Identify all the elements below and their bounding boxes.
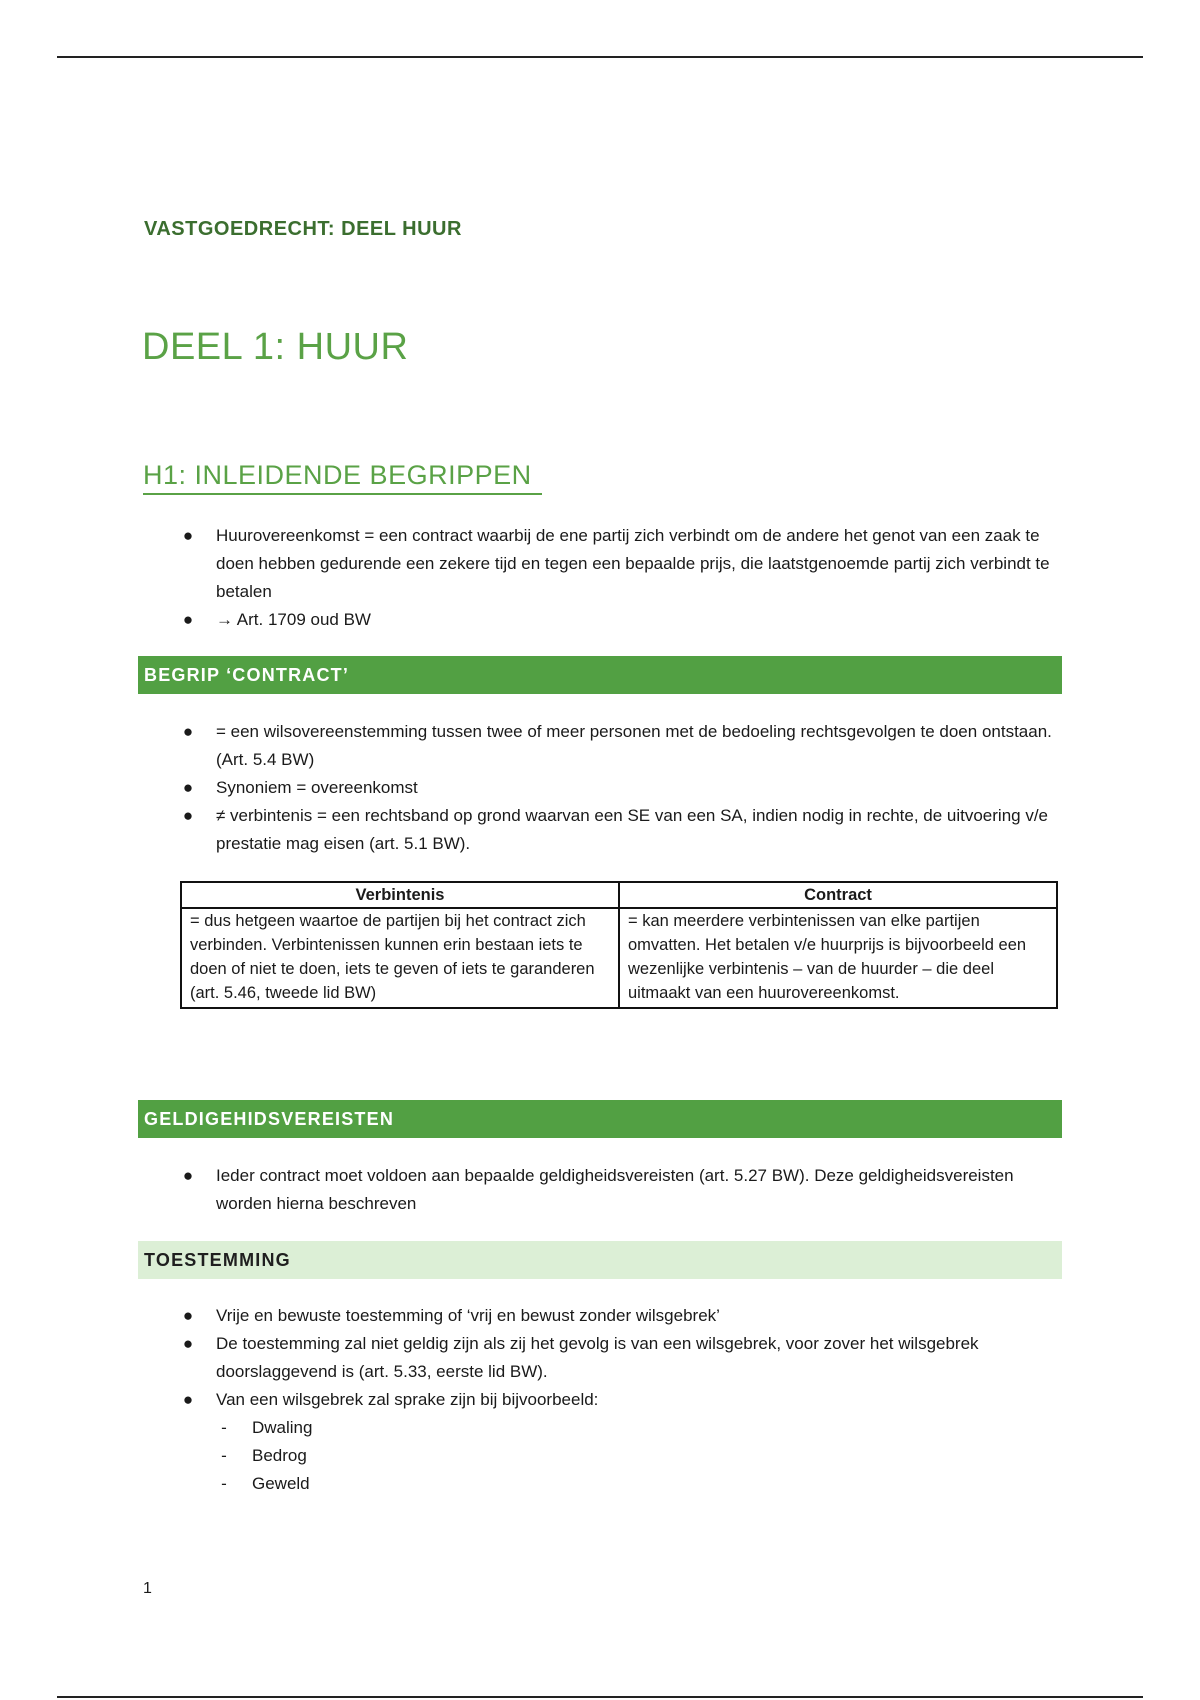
list-item: - Dwaling: [216, 1414, 1070, 1442]
list-item: ● Ieder contract moet voldoen aan bepaalde geldigheidsvereisten (art. 5.27 BW). Deze geldigheidsvereisten worden hierna beschreven: [180, 1162, 1070, 1218]
list-item: ● De toestemming zal niet geldig zijn als zij het gevolg is van een wilsgebrek, voor zover het wilsgebrek doorslaggevend is (art. 5.33, eerste lid BW).: [180, 1330, 1070, 1386]
section-heading-validity: GELDIGEHIDSVEREISTEN: [138, 1100, 1062, 1138]
dash-icon: -: [221, 1446, 227, 1465]
table-row: [181, 908, 1057, 1008]
bullet-icon: ●: [182, 1306, 194, 1325]
validity-bullet-list: [180, 1162, 1070, 1218]
table-header-contract: Contract: [619, 882, 1057, 908]
consent-bullet-list: [180, 1302, 1070, 1498]
bullet-icon: ●: [182, 1334, 194, 1353]
bottom-rule: [57, 1696, 1143, 1698]
bullet-icon: ●: [182, 610, 194, 629]
table-header-row: [181, 882, 1057, 908]
list-item: ● ≠ verbintenis = een rechtsband op grond waarvan een SE van een SA, indien nodig in rechte, de uitvoering v/e prestatie mag eisen (art. 5.1 BW).: [180, 802, 1070, 858]
section-heading-contract: BEGRIP ‘CONTRACT’: [138, 656, 1062, 694]
chapter-title: H1: INLEIDENDE BEGRIPPEN: [143, 460, 542, 495]
bullet-icon: ●: [182, 1166, 194, 1185]
intro-bullet-list: [180, 522, 1070, 634]
document-header-title: VASTGOEDRECHT: DEEL HUUR: [144, 218, 462, 240]
consent-sub-list: [216, 1414, 1070, 1498]
bullet-icon: ●: [182, 778, 194, 797]
table-cell-verbintenis: = dus hetgeen waartoe de partijen bij het contract zich verbinden. Verbintenissen kunnen erin bestaan iets te doen of niet te doen, iets te geven of iets te garanderen (art. 5.46, tweede lid BW): [181, 908, 619, 1008]
bullet-icon: ●: [182, 526, 194, 545]
part-title: DEEL 1: HUUR: [142, 326, 409, 368]
list-item: ● Van een wilsgebrek zal sprake zijn bij bijvoorbeeld: - Dwaling - Bedrog - Geweld: [180, 1386, 1070, 1498]
top-rule: [57, 56, 1143, 58]
bullet-icon: ●: [182, 806, 194, 825]
bullet-icon: ●: [182, 722, 194, 741]
table-cell-contract: = kan meerdere verbintenissen van elke partijen omvatten. Het betalen v/e huurprijs is bijvoorbeeld een wezenlijke verbintenis – van de huurder – die deel uitmaakt van een huurovereenkomst.: [619, 908, 1057, 1008]
page-number: 1: [143, 1580, 152, 1597]
list-item: ● → Art. 1709 oud BW: [180, 606, 1070, 634]
bullet-icon: ●: [182, 1390, 194, 1409]
dash-icon: -: [221, 1474, 227, 1493]
list-item: ● Huurovereenkomst = een contract waarbij de ene partij zich verbindt om de andere het genot van een zaak te doen hebben gedurende een zekere tijd en tegen een bepaalde prijs, die laatstgenoemde partij zich verbindt te betalen: [180, 522, 1070, 606]
list-item: ● = een wilsovereenstemming tussen twee of meer personen met de bedoeling rechtsgevolgen te doen ontstaan. (Art. 5.4 BW): [180, 718, 1070, 774]
list-item: - Bedrog: [216, 1442, 1070, 1470]
dash-icon: -: [221, 1418, 227, 1437]
list-item: ● Vrije en bewuste toestemming of ‘vrij en bewust zonder wilsgebrek’: [180, 1302, 1070, 1330]
list-item: ● Synoniem = overeenkomst: [180, 774, 1070, 802]
contract-bullet-list: [180, 718, 1070, 858]
section-heading-consent: TOESTEMMING: [138, 1241, 1062, 1279]
comparison-table: [180, 881, 1058, 1009]
table-header-verbintenis: Verbintenis: [181, 882, 619, 908]
list-item: - Geweld: [216, 1470, 1070, 1498]
